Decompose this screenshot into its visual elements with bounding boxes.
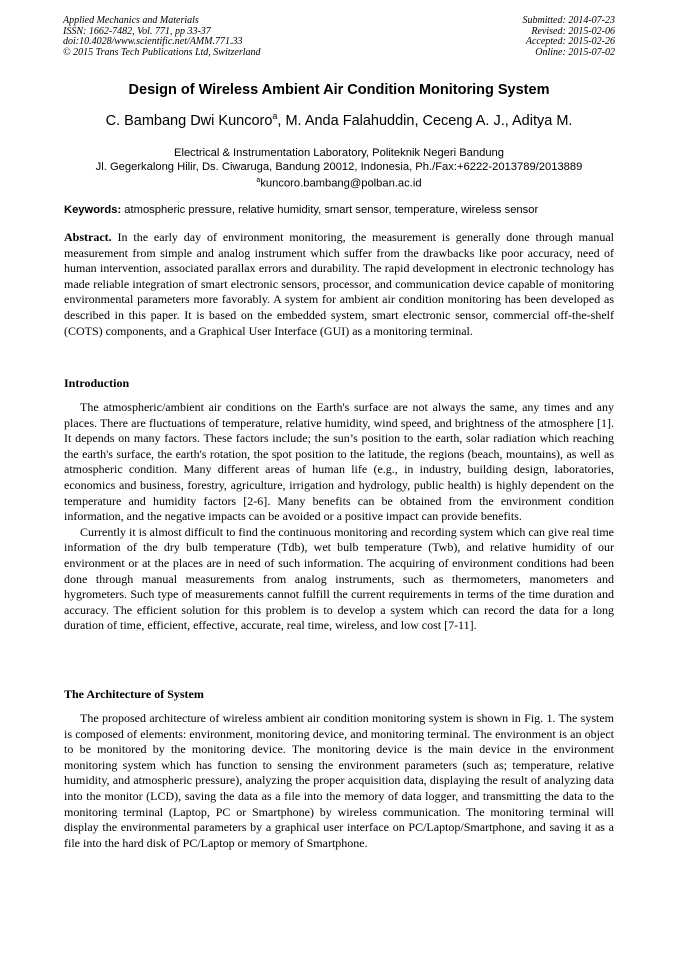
keywords-text: atmospheric pressure, relative humidity, smart sensor, temperature, wireless sensor xyxy=(121,204,539,216)
affiliation-line-1: Electrical & Instrumentation Laboratory, Politeknik Negeri Bandung xyxy=(174,147,504,159)
abstract xyxy=(64,230,614,339)
paper-title: Design of Wireless Ambient Air Condition Monitoring System xyxy=(128,82,550,98)
architecture-heading: The Architecture of System xyxy=(64,687,204,701)
journal-info xyxy=(63,16,261,58)
architecture-body xyxy=(64,711,614,851)
copyright: © 2015 Trans Tech Publications Ltd, Switzerland xyxy=(63,46,261,58)
journal-name: Applied Mechanics and Materials xyxy=(63,15,199,26)
email-superscript: a xyxy=(256,177,261,184)
introduction-body xyxy=(64,400,614,634)
affiliation-line-2: Jl. Gegerkalong Hilir, Ds. Ciwaruga, Bandung 20012, Indonesia, Ph./Fax:+6222-2013789/2013889 xyxy=(95,160,583,173)
email-line xyxy=(0,174,678,191)
abstract-text: In the early day of environment monitoring, the measurement is generally done through manual measurement from simple and analog instrument which suffer from the drawbacks like poor accuracy, need of human intervention, associated parallax errors and durability. The rapid development in electronic technology has made reliable integration of smart electronic sensors, processor, and communication device capable of monitoring environmental parameters more favorably. A system for ambient air condition monitoring has been developed as described in this paper. It is based on the embedded system, smart electronic sensor, commercial off-the-shelf (COTS) components, and a Graphical User Interface (GUI) as a monitoring terminal. xyxy=(64,230,614,338)
affiliation xyxy=(0,147,678,191)
author-list xyxy=(0,111,678,129)
author-superscript: a xyxy=(272,111,278,121)
architecture-paragraph-1: The proposed architecture of wireless ambient air condition monitoring system is shown in Fig. 1. The system is composed of elements: environment, monitoring device, and monitoring terminal. The environment is an object to be monitored by the monitoring device. The monitoring device is the main device in the environment monitoring system which has function to sensing the environment parameters (such as; temperature, relative humidity, and atmospheric pressure), analyzing the proper acquisition data, displaying the result of analyzing data into the monitor (LCD), saving the data as a file into the memory of data logger, and transmitting the data to the monitoring terminal (Laptop, PC or Smartphone) by wireless communication. The monitoring terminal will display the environmental parameters by a graphical user interface on PC/Laptop/Smartphone, and saving it as a file into the hard disk of PC/Laptop or memory of Smartphone. xyxy=(64,711,614,850)
introduction-paragraph-1: The atmospheric/ambient air conditions on the Earth's surface are not always the same, any times and any places. There are fluctuations of temperature, relative humidity, wind speed, and brightness of the atmosphere [1]. It depends on many factors. These factors include; the sun’s position to the earth, solar radiation which reaching the earth's surface, the earth's rotation, the spot position to the latitude, the regions (beach, mountains), as well as atmospheric condition. Many different areas of human life (e.g., in industry, building design, laboratories, economics and business, forestry, agriculture, irrigation and hydrology, public health) is highly dependent on the temperature and humidity factors [2-6]. Many benefits can be obtained from the environment condition information, and the negative impacts can be avoided or a positive impact can provide benefits. xyxy=(64,400,614,524)
revised-date: Revised: 2015-02-06 xyxy=(531,25,615,37)
introduction-paragraph-2: Currently it is almost difficult to find the continuous monitoring and recording system which can give real time information of the dry bulb temperature (Tdb), wet bulb temperature (Twb), and relative humidity of our environment or at the places are in need of such information. The acquiring of environment conditions had been done through manual measurements from analog instruments, such as thermometers, manometers and hygrometers. Such type of measurements cannot fulfill the current requirements in terms of the time duration and accuracy. The efficient solution for this problem is to develop a system which can record the data for a long duration of time, efficient, effective, accurate, real time, wireless, and low cost [7-11]. xyxy=(64,524,615,633)
abstract-label: Abstract. xyxy=(64,230,112,244)
keywords xyxy=(64,203,616,217)
introduction-heading: Introduction xyxy=(64,376,130,390)
online-date: Online: 2015-07-02 xyxy=(535,46,615,58)
keywords-label: Keywords: xyxy=(64,204,122,216)
first-author: C. Bambang Dwi Kuncoro xyxy=(105,112,273,129)
issn: ISSN: 1662-7482, Vol. 771, pp 33-37 xyxy=(63,25,211,37)
doi: doi:10.4028/www.scientific.net/AMM.771.33 xyxy=(63,36,243,47)
other-authors: , M. Anda Falahuddin, Ceceng A. J., Aditya M. xyxy=(277,112,573,129)
accepted-date: Accepted: 2015-02-26 xyxy=(525,36,615,47)
publication-dates xyxy=(523,16,616,58)
submitted-date: Submitted: 2014-07-23 xyxy=(522,15,615,26)
author-email: kuncoro.bambang@polban.ac.id xyxy=(260,177,422,190)
